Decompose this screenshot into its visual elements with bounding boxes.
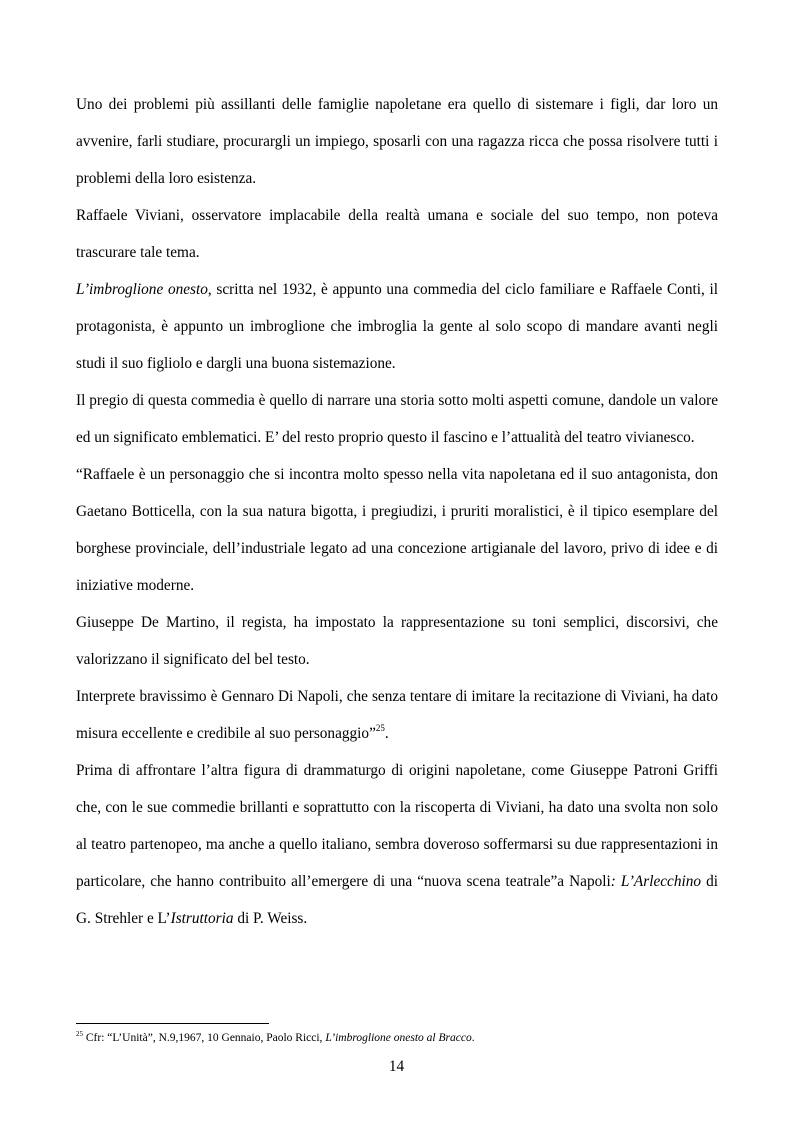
work-title: L’imbroglione onesto: [76, 281, 208, 298]
paragraph-8-between: di G. Strehler e L’: [76, 873, 718, 927]
work-title-arlecchino: L’Arlecchino: [620, 873, 702, 890]
paragraph-8: [76, 752, 718, 937]
paragraph-3: [76, 271, 718, 382]
paragraph-3-text: , scritta nel 1932, è appunto una commedia del ciclo familiare e Raffaele Conti, il protagonista, è appunto un imbroglione che imbroglia la gente al solo scopo di mandare avanti negli studi il suo figliolo e dargli una buona sistemazione.: [76, 281, 718, 372]
footnote: [76, 1030, 718, 1046]
paragraph-2: Raffaele Viviani, osservatore implacabile della realtà umana e sociale del suo tempo, non poteva trascurare tale tema.: [76, 207, 718, 261]
work-title-istruttoria: Istruttoria: [170, 910, 234, 927]
page-body: [76, 86, 718, 937]
footnote-end: .: [471, 1032, 475, 1044]
paragraph-1: Uno dei problemi più assillanti delle famiglie napoletane era quello di sistemare i figli, dar loro un avvenire, farli studiare, procurargli un impiego, sposarli con una ragazza ricca che possa risolvere tutti i problemi della loro esistenza.: [76, 96, 718, 187]
paragraph-5: “Raffaele è un personaggio che si incontra molto spesso nella vita napoletana ed il suo antagonista, don Gaetano Botticella, con la sua natura bigotta, i pregiudizi, i pruriti moralistici, è il tipico esemplare del borghese provinciale, dell’industriale legato ad una concezione artigianale del lavoro, privo di idee e di iniziative moderne.: [76, 466, 718, 594]
footnote-divider: [76, 1023, 269, 1024]
paragraph-8-text: Prima di affrontare l’altra figura di drammaturgo di origini napoletane, come Giuseppe Patroni Griffi che, con le sue commedie brillanti e soprattutto con la riscoperta di Viviani, ha dato una svolta non solo al teatro partenopeo, ma anche a quello italiano, sembra doveroso soffermarsi su due rappresentazioni in particolare, che hanno contribuito all’emergere di una “nuova scena teatrale”a Napoli: [76, 762, 718, 890]
footnote-text: Cfr: “L’Unità”, N.9,1967, 10 Gennaio, Paolo Ricci,: [83, 1032, 326, 1044]
footnote-number: 25: [76, 1030, 83, 1039]
footnote-reference[interactable]: 25: [375, 722, 385, 733]
paragraph-7-tail: .: [384, 725, 389, 742]
paragraph-4: Il pregio di questa commedia è quello di narrare una storia sotto molti aspetti comune, dandole un valore ed un significato emblematici. E’ del resto proprio questo il fascino e l’attualità del teatro vivianesco.: [76, 392, 718, 446]
colon-italic: :: [610, 873, 621, 890]
paragraph-7-text: Interprete bravissimo è Gennaro Di Napoli, che senza tentare di imitare la recitazione di Viviani, ha dato misura eccellente e credibile al suo personaggio”: [76, 688, 718, 742]
paragraph-6: Giuseppe De Martino, il regista, ha impostato la rappresentazione su toni semplici, discorsivi, che valorizzano il significato del bel testo.: [76, 614, 718, 668]
paragraph-7: [76, 678, 718, 752]
page-number: 14: [388, 1058, 405, 1075]
footnote-title: L’imbroglione onesto al Bracco: [325, 1032, 472, 1044]
paragraph-8-end: di P. Weiss.: [233, 910, 308, 927]
